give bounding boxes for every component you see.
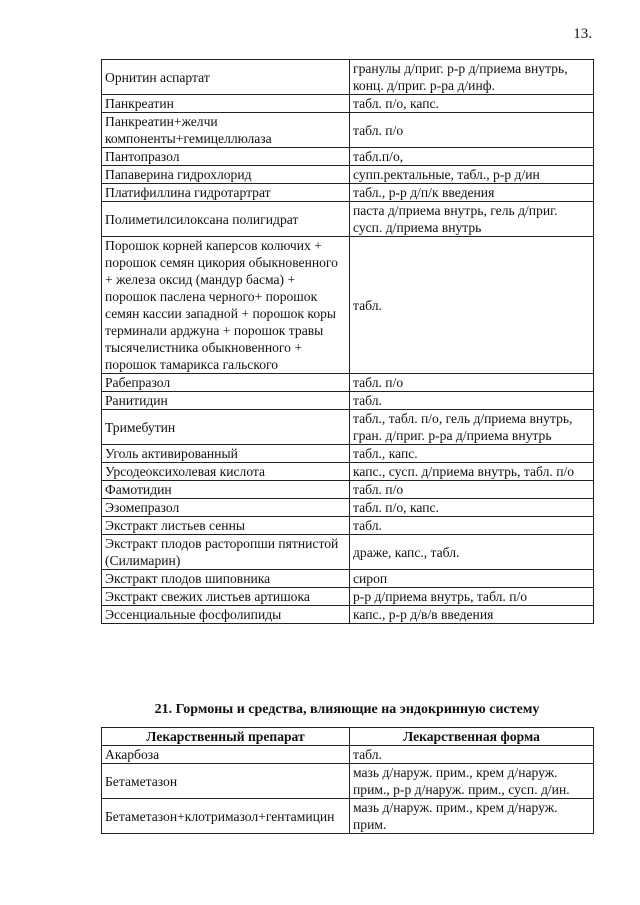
table-row — [102, 463, 594, 481]
drug-name-cell: Платифиллина гидротартрат — [102, 184, 350, 202]
drug-form-cell: табл., табл. п/о, гель д/приема внутрь, гран. д/приг. р-ра д/приема внутрь — [350, 410, 594, 445]
drug-table-gastro-body — [102, 60, 594, 624]
table-row — [102, 535, 594, 570]
table-row — [102, 588, 594, 606]
table-row — [102, 166, 594, 184]
drug-form-cell: сироп — [350, 570, 594, 588]
table-row — [102, 184, 594, 202]
drug-form-cell: табл. п/о — [350, 481, 594, 499]
drug-name-cell: Пантопразол — [102, 148, 350, 166]
table-row — [102, 392, 594, 410]
drug-name-cell: Ранитидин — [102, 392, 350, 410]
table-row — [102, 517, 594, 535]
drug-form-cell: капс., сусп. д/приема внутрь, табл. п/о — [350, 463, 594, 481]
table-row — [102, 202, 594, 237]
drug-name-cell: Папаверина гидрохлорид — [102, 166, 350, 184]
drug-name-cell: Бетаметазон+клотримазол+гентамицин — [102, 799, 350, 834]
drug-name-cell: Порошок корней каперсов колючих + порошок семян цикория обыкновенного + железа оксид (мандур басма) + порошок паслена черного+ порошок семян кассии западной + порошок коры терминали арджуна + порошок травы тысячелистника обыкновенного + порошок тамарикса гальского — [102, 237, 350, 374]
drug-name-cell: Полиметилсилоксана полигидрат — [102, 202, 350, 237]
drug-name-cell: Рабепразол — [102, 374, 350, 392]
header-drug: Лекарственный препарат — [102, 728, 350, 746]
drug-form-cell: табл.п/о, — [350, 148, 594, 166]
drug-form-cell: табл. п/о — [350, 113, 594, 148]
table-row — [102, 445, 594, 463]
drug-form-cell: гранулы д/приг. р-р д/приема внутрь, конц. д/приг. р-ра д/инф. — [350, 60, 594, 95]
section-heading: 21. Гормоны и средства, влияющие на эндокринную систему — [154, 702, 540, 717]
drug-table-endocrine-body — [102, 746, 594, 834]
table-row — [102, 237, 594, 374]
drug-name-cell: Экстракт плодов расторопши пятнистой (Силимарин) — [102, 535, 350, 570]
table-row — [102, 499, 594, 517]
drug-form-cell: табл., р-р д/п/к введения — [350, 184, 594, 202]
drug-name-cell: Тримебутин — [102, 410, 350, 445]
drug-form-cell: табл. — [350, 392, 594, 410]
drug-form-cell: капс., р-р д/в/в введения — [350, 606, 594, 624]
table-row — [102, 113, 594, 148]
table-row — [102, 60, 594, 95]
drug-form-cell: драже, капс., табл. — [350, 535, 594, 570]
page-number: 13. — [573, 26, 592, 42]
drug-name-cell: Акарбоза — [102, 746, 350, 764]
table-row — [102, 746, 594, 764]
drug-form-cell: мазь д/наруж. прим., крем д/наруж. прим., р-р д/наруж. прим., сусп. д/ин. — [350, 764, 594, 799]
drug-table-endocrine — [101, 727, 594, 834]
drug-name-cell: Экстракт листьев сенны — [102, 517, 350, 535]
drug-form-cell: табл., капс. — [350, 445, 594, 463]
table-row — [102, 481, 594, 499]
drug-name-cell: Эзомепразол — [102, 499, 350, 517]
drug-name-cell: Эссенциальные фосфолипиды — [102, 606, 350, 624]
drug-form-cell: табл. п/о — [350, 374, 594, 392]
table-row — [102, 148, 594, 166]
table-row — [102, 606, 594, 624]
drug-table-gastro — [101, 59, 594, 624]
table-row — [102, 95, 594, 113]
drug-name-cell: Фамотидин — [102, 481, 350, 499]
drug-name-cell: Панкреатин — [102, 95, 350, 113]
table-row — [102, 374, 594, 392]
drug-form-cell: табл. п/о, капс. — [350, 499, 594, 517]
table-row — [102, 570, 594, 588]
drug-form-cell: табл. — [350, 237, 594, 374]
drug-form-cell: супп.ректальные, табл., р-р д/ин — [350, 166, 594, 184]
drug-name-cell: Орнитин аспартат — [102, 60, 350, 95]
table-row — [102, 764, 594, 799]
drug-form-cell: мазь д/наруж. прим., крем д/наруж. прим. — [350, 799, 594, 834]
table-row — [102, 410, 594, 445]
drug-name-cell: Урсодеоксихолевая кислота — [102, 463, 350, 481]
table-header-row — [102, 728, 594, 746]
drug-name-cell: Бетаметазон — [102, 764, 350, 799]
drug-form-cell: паста д/приема внутрь, гель д/приг. сусп. д/приема внутрь — [350, 202, 594, 237]
drug-form-cell: р-р д/приема внутрь, табл. п/о — [350, 588, 594, 606]
drug-name-cell: Экстракт свежих листьев артишока — [102, 588, 350, 606]
drug-name-cell: Панкреатин+желчи компоненты+гемицеллюлаза — [102, 113, 350, 148]
table-row — [102, 799, 594, 834]
drug-name-cell: Экстракт плодов шиповника — [102, 570, 350, 588]
drug-name-cell: Уголь активированный — [102, 445, 350, 463]
drug-form-cell: табл. — [350, 746, 594, 764]
drug-form-cell: табл. п/о, капс. — [350, 95, 594, 113]
header-form: Лекарственная форма — [350, 728, 594, 746]
drug-form-cell: табл. — [350, 517, 594, 535]
